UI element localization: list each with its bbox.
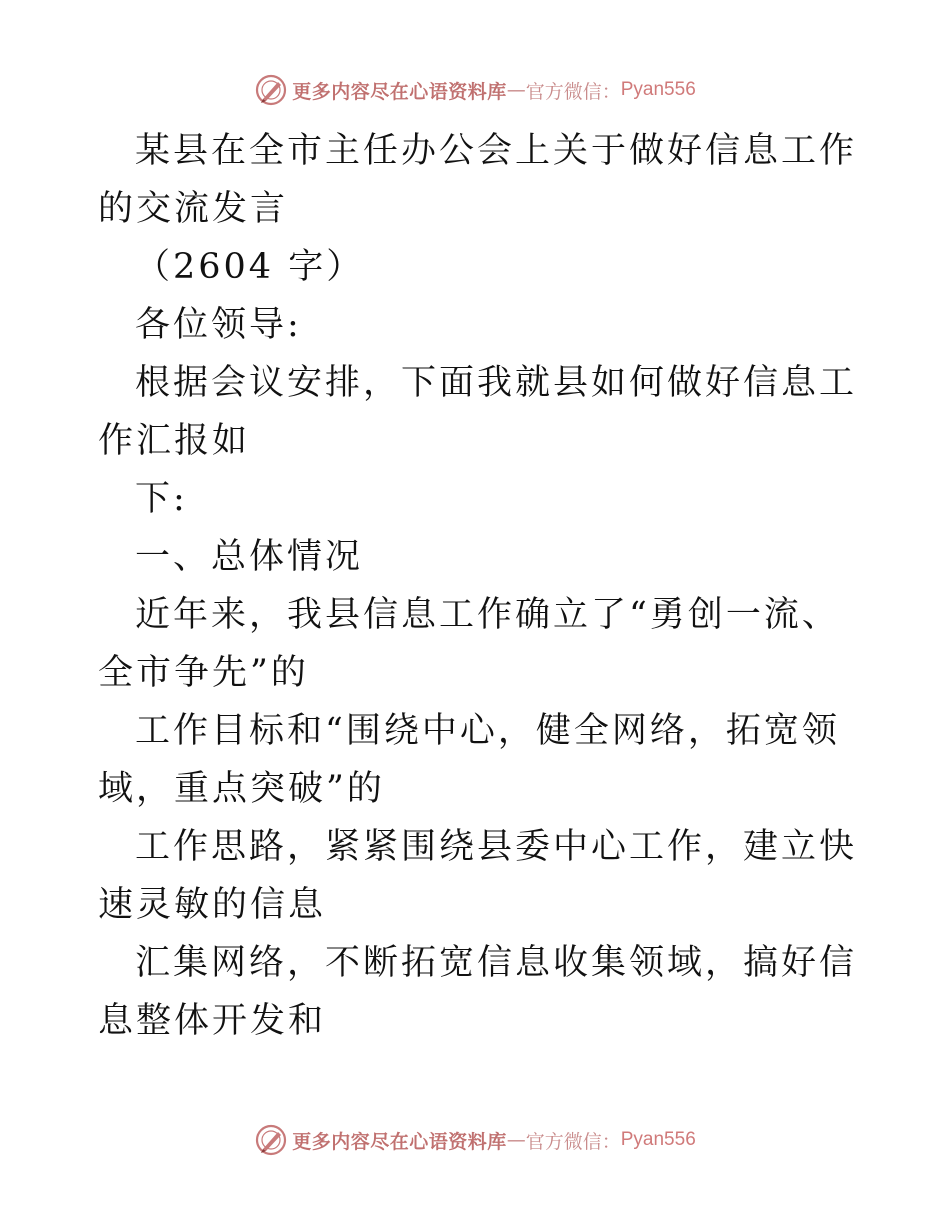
watermark-separator: — [506,1129,526,1151]
pen-logo-icon [254,1123,288,1157]
watermark-wechat-label: 官方微信： [525,1130,621,1153]
body-paragraph: 近年来，我县信息工作确立了“勇创一流、全市争先”的 [98,595,840,693]
watermark-wechat-id: Pyan556 [620,79,696,100]
watermark-footer [0,1120,950,1160]
watermark-separator: — [506,79,526,101]
watermark-header [0,70,950,110]
body-paragraph: 下: [135,479,188,519]
watermark-wechat-id: Pyan556 [620,1129,696,1150]
pen-logo-icon [254,73,288,107]
watermark-main-text: 更多内容尽在心语资料库 [292,80,507,103]
body-paragraph: 汇集网络，不断拓宽信息收集领域，搞好信息整体开发和 [98,943,858,1041]
section-heading: 一、总体情况 [135,537,364,577]
watermark-wechat-label: 官方微信： [525,80,621,103]
document-body [98,122,858,1050]
body-paragraph: 工作思路，紧紧围绕县委中心工作，建立快速灵敏的信息 [98,827,858,925]
salutation: 各位领导: [135,305,302,345]
watermark-main-text: 更多内容尽在心语资料库 [292,1130,507,1153]
word-count: （2604 字） [135,247,365,287]
body-paragraph: 根据会议安排，下面我就县如何做好信息工作汇报如 [98,363,858,461]
document-title: 某县在全市主任办公会上关于做好信息工作的交流发言 [98,131,858,229]
body-paragraph: 工作目标和“围绕中心，健全网络，拓宽领域，重点突破”的 [98,711,840,809]
